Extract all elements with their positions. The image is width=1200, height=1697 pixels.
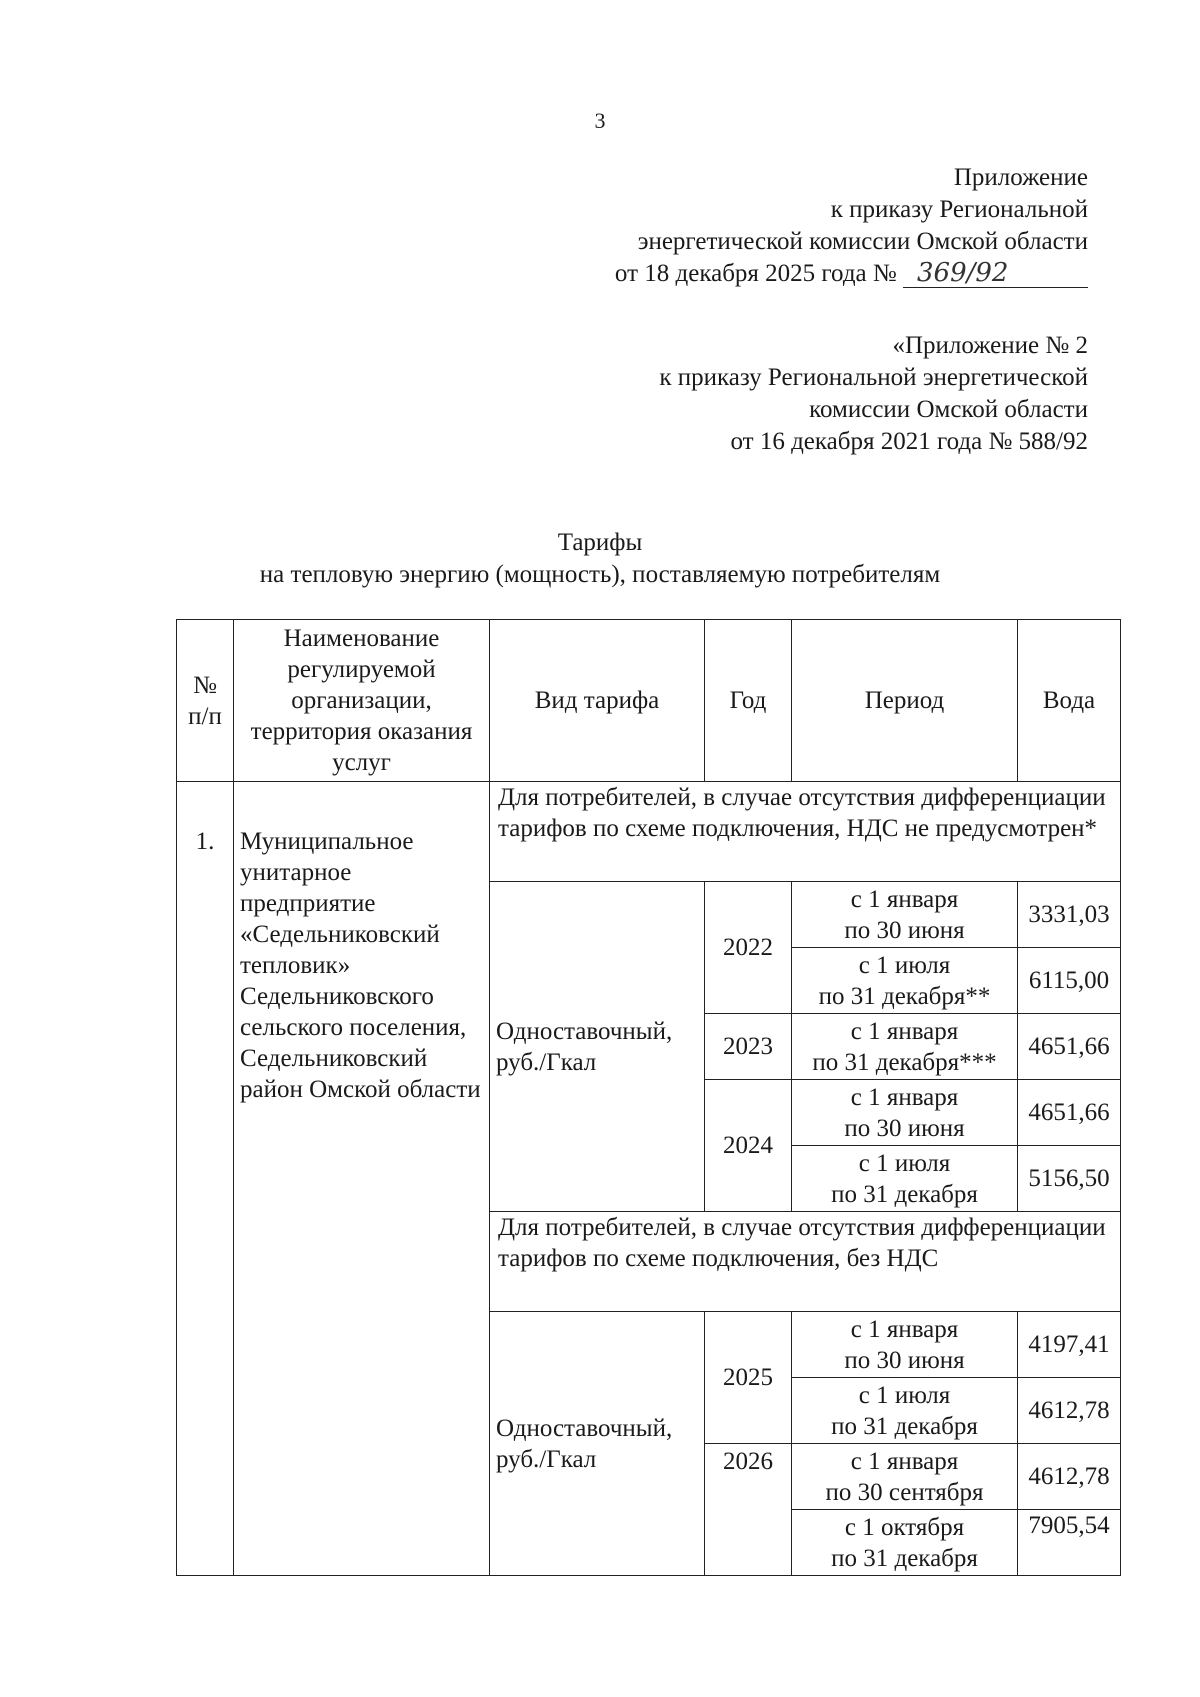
tariff-value: 4651,66 — [1018, 1080, 1121, 1146]
year-2025: 2025 — [705, 1312, 792, 1444]
appendix-header-line: Приложение — [953, 164, 1088, 191]
period-from: с 1 января — [850, 1315, 959, 1343]
tariff-value: 5156,50 — [1018, 1146, 1121, 1212]
header-period: Период — [792, 620, 1018, 782]
appendix-header-line: к приказу Региональной — [830, 196, 1088, 223]
period-cell — [792, 948, 1018, 1014]
appendix-date-line — [615, 258, 1088, 290]
header-org: Наименование регулируемой организации, территория оказания услуг — [234, 620, 490, 782]
period-cell — [792, 1014, 1018, 1080]
tariff-table — [176, 619, 1121, 1576]
period-cell — [792, 1146, 1018, 1212]
period-to: по 31 декабря** — [818, 982, 991, 1010]
period-cell — [792, 1080, 1018, 1146]
condition-1: Для потребителей, в случае отсутствия дифференциации тарифов по схеме подключения, НДС не предусмотрен* — [490, 782, 1121, 882]
tariff-value: 7905,54 — [1018, 1510, 1121, 1576]
period-cell — [792, 1444, 1018, 1510]
period-from: с 1 января — [850, 1017, 959, 1045]
period-to: по 30 июня — [844, 1346, 965, 1374]
original-appendix-header — [659, 330, 1088, 458]
period-from: с 1 октября — [844, 1513, 965, 1541]
header-year: Год — [705, 620, 792, 782]
header-num: № п/п — [177, 620, 234, 782]
period-to: по 30 июня — [844, 916, 965, 944]
tariff-value: 4197,41 — [1018, 1312, 1121, 1378]
period-to: по 31 декабря — [831, 1412, 978, 1440]
year-2024: 2024 — [705, 1080, 792, 1212]
period-from: с 1 января — [850, 1447, 959, 1475]
tariff-value: 3331,03 — [1018, 882, 1121, 948]
tariff-value: 6115,00 — [1018, 948, 1121, 1014]
period-from: с 1 января — [850, 885, 959, 913]
tariff-kind-1: Одноставочный, руб./Гкал — [490, 882, 705, 1212]
tariff-value: 4651,66 — [1018, 1014, 1121, 1080]
period-to: по 30 сентября — [825, 1478, 984, 1506]
tariff-kind-2: Одноставочный, руб./Гкал — [490, 1312, 705, 1576]
document-title — [0, 527, 1200, 591]
period-cell — [792, 1510, 1018, 1576]
original-appendix-line: от 16 декабря 2021 года № 588/92 — [730, 428, 1088, 455]
appendix-header — [615, 162, 1088, 290]
handwritten-order-number: 369/92 — [903, 259, 1088, 288]
year-2023: 2023 — [705, 1014, 792, 1080]
period-from: с 1 января — [850, 1083, 959, 1111]
year-2026: 2026 — [705, 1444, 792, 1576]
title-line-2: на тепловую энергию (мощность), поставляемую потребителям — [259, 561, 941, 588]
original-appendix-line: комиссии Омской области — [809, 396, 1088, 423]
appendix-date-text: от 18 декабря 2025 года № — [614, 260, 897, 287]
title-line-1: Тарифы — [557, 529, 643, 556]
table-header-row — [177, 620, 1121, 782]
period-from: с 1 июля — [858, 1149, 951, 1177]
original-appendix-line: «Приложение № 2 — [892, 332, 1088, 359]
condition-2: Для потребителей, в случае отсутствия дифференциации тарифов по схеме подключения, без НДС — [490, 1212, 1121, 1312]
organization-name: Муниципальное унитарное предприятие «Седельниковский тепловик» Седельниковского сельского поселения, Седельниковский район Омской области — [234, 782, 490, 1576]
period-from: с 1 июля — [858, 951, 951, 979]
table-row — [177, 782, 1121, 882]
year-2022: 2022 — [705, 882, 792, 1014]
period-to: по 31 декабря*** — [812, 1048, 997, 1076]
header-kind: Вид тарифа — [490, 620, 705, 782]
period-cell — [792, 882, 1018, 948]
original-appendix-line: к приказу Региональной энергетической — [659, 364, 1088, 391]
period-cell — [792, 1378, 1018, 1444]
appendix-header-line: энергетической комиссии Омской области — [637, 228, 1088, 255]
page-number: 3 — [594, 108, 606, 133]
period-to: по 31 декабря — [831, 1544, 978, 1572]
tariff-value: 4612,78 — [1018, 1378, 1121, 1444]
period-from: с 1 июля — [858, 1381, 951, 1409]
row-number: 1. — [177, 782, 234, 1576]
period-cell — [792, 1312, 1018, 1378]
tariff-value: 4612,78 — [1018, 1444, 1121, 1510]
header-value: Вода — [1018, 620, 1121, 782]
period-to: по 31 декабря — [831, 1180, 978, 1208]
period-to: по 30 июня — [844, 1114, 965, 1142]
